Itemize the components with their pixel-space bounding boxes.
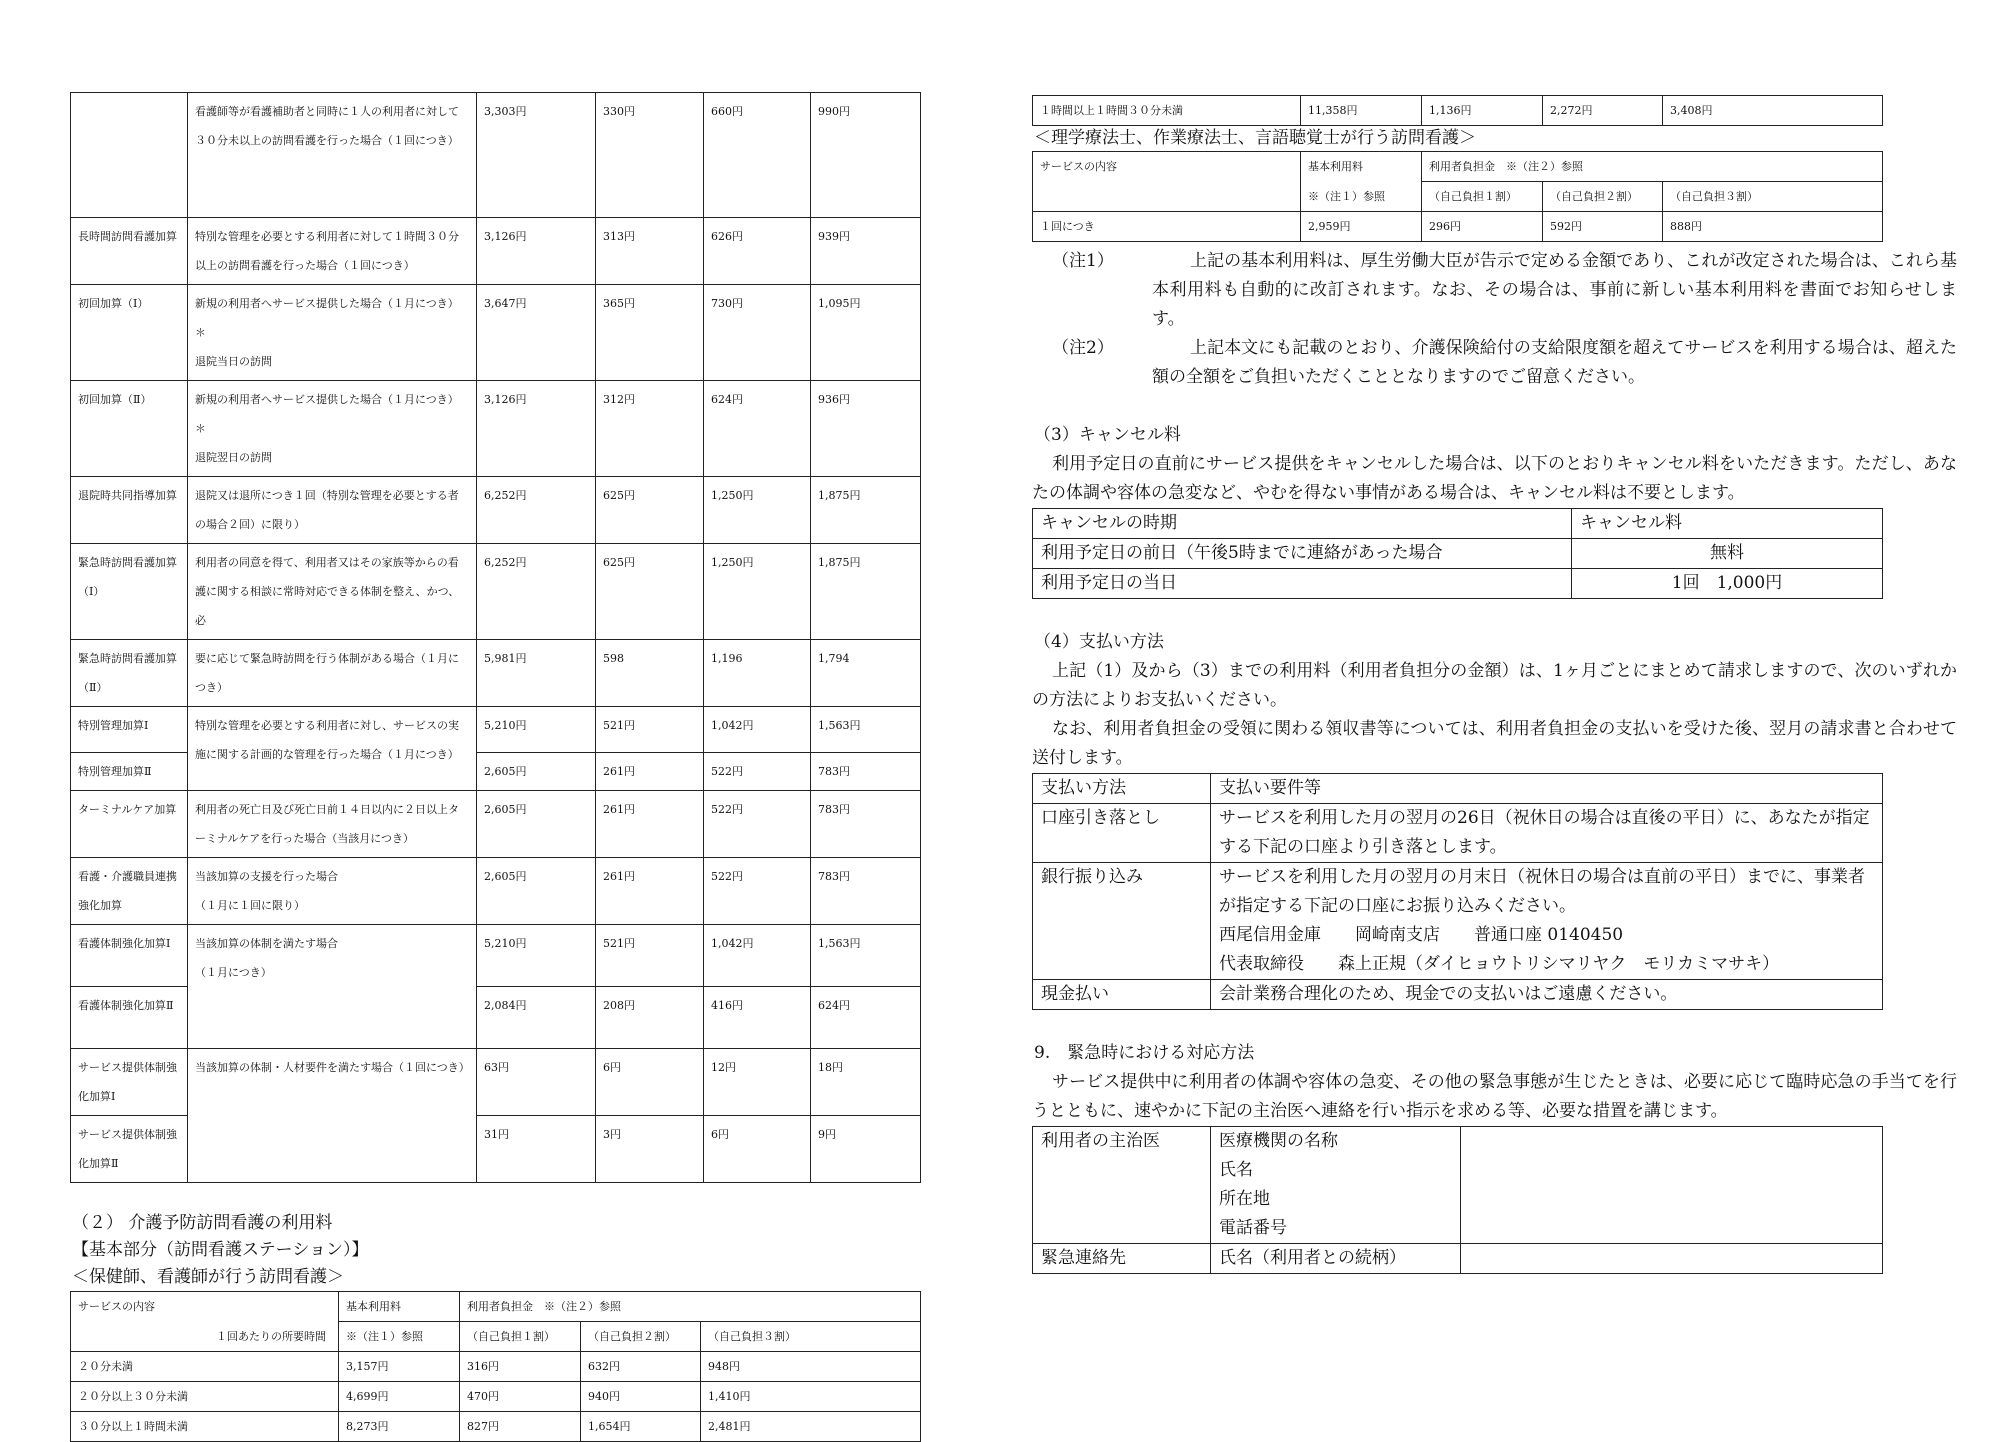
payment-text-2: なお、利用者負担金の受領に関わる領収書等については、利用者負担金の支払いを受けた後、翌月の請求書と合わせて送付します。 [1032, 719, 1957, 768]
addition-r1: 625円 [596, 477, 704, 544]
contact-label: 緊急連絡先 [1033, 1244, 1211, 1274]
therapist-heading: ＜理学療法士、作業療法士、言語聴覚士が行う訪問看護＞ [1034, 128, 1476, 148]
nurse-h-base-note: ※（注１）参照 [339, 1322, 460, 1352]
nurse-row-base: 4,699円 [339, 1382, 460, 1412]
addition-name: 初回加算（Ⅰ） [71, 285, 188, 381]
addition-r3: 783円 [811, 858, 921, 925]
addition-name: 看護体制強化加算Ⅱ [71, 987, 188, 1049]
addition-base: 5,210円 [477, 925, 596, 987]
addition-desc [188, 707, 477, 791]
therapist-row-r3: 888円 [1663, 212, 1883, 242]
emergency-table [1032, 1126, 1883, 1274]
therapist-row-r1: 296円 [1422, 212, 1543, 242]
addition-base: 2,084円 [477, 987, 596, 1049]
top-row-r2: 2,272円 [1543, 96, 1663, 126]
addition-r1: 3円 [596, 1116, 704, 1183]
addition-r3: 1,563円 [811, 707, 921, 753]
addition-desc-line: 当該加算の体制・人材要件を満たす場合（１回につき） [195, 1061, 470, 1074]
nurse-h-service-label: サービスの内容 [78, 1300, 155, 1313]
payment-title: （4）支払い方法 [1034, 632, 1164, 652]
therapist-fee-table [1032, 151, 1883, 242]
addition-r2: 12円 [704, 1049, 811, 1116]
nurse-row-r3: 948円 [701, 1352, 921, 1382]
payment-h-method: 支払い方法 [1033, 774, 1211, 804]
addition-row [71, 381, 921, 477]
addition-r3: 624円 [811, 987, 921, 1049]
payment-detail [1211, 804, 1883, 863]
payment-method: 現金払い [1033, 980, 1211, 1010]
addition-name: 緊急時訪問看護加算（Ⅱ） [71, 640, 188, 707]
addition-r3: 18円 [811, 1049, 921, 1116]
contact-value-cell [1461, 1244, 1883, 1274]
addition-r1: 598 [596, 640, 704, 707]
nurse-fee-table [70, 1291, 921, 1442]
addition-row [71, 93, 921, 218]
addition-r1: 261円 [596, 753, 704, 791]
addition-desc-line: 要に応じて緊急時訪問を行う体制がある場合（１月につき） [195, 652, 459, 694]
addition-r3: 783円 [811, 791, 921, 858]
addition-r2: 1,250円 [704, 477, 811, 544]
note-2-label: （注2） [1052, 338, 1114, 358]
payment-detail-line: 代表取締役 森上正規（ダイヒョウトリシマリヤク モリカミマサキ） [1219, 954, 1780, 974]
addition-desc-line: 特別な管理を必要とする利用者に対して１時間３０分以上の訪問看護を行った場合（１回につき） [195, 230, 459, 272]
nurse-row-label: ２０分未満 [71, 1352, 339, 1382]
addition-row [71, 791, 921, 858]
addition-desc-line: 新規の利用者へサービス提供した場合（１月につき）＊ [195, 393, 459, 435]
therapist-row-r2: 592円 [1543, 212, 1663, 242]
addition-r3: 1,095円 [811, 285, 921, 381]
addition-r2: 626円 [704, 218, 811, 285]
addition-desc-line: 退院又は退所につき１回（特別な管理を必要とする者の場合２回）に限り） [195, 489, 459, 531]
addition-r1: 625円 [596, 544, 704, 640]
addition-r2: 660円 [704, 93, 811, 218]
payment-detail-line: 会計業務合理化のため、現金での支払いはご遠慮ください。 [1219, 984, 1678, 1004]
addition-desc-line: 看護師等が看護補助者と同時に１人の利用者に対して３０分未以上の訪問看護を行った場合（１回につき） [195, 105, 459, 147]
addition-name: 緊急時訪問看護加算（Ⅰ） [71, 544, 188, 640]
addition-desc-line: 利用者の同意を得て、利用者又はその家族等からの看護に関する相談に常時対応できる体制を整え、かつ、必 [195, 556, 460, 627]
therapist-h-r2: （自己負担２割） [1543, 182, 1663, 212]
addition-desc-line: 当該加算の体制を満たす場合 [195, 937, 338, 950]
addition-r1: 312円 [596, 381, 704, 477]
addition-desc [188, 381, 477, 477]
addition-r1: 521円 [596, 707, 704, 753]
addition-r1: 365円 [596, 285, 704, 381]
addition-r3: 1,875円 [811, 544, 921, 640]
addition-r2: 416円 [704, 987, 811, 1049]
addition-desc-line: （１月に１回に限り） [195, 899, 305, 912]
contact-field: 氏名（利用者との続柄） [1211, 1244, 1461, 1274]
addition-r2: 1,042円 [704, 707, 811, 753]
addition-desc [188, 925, 477, 1049]
addition-r3: 9円 [811, 1116, 921, 1183]
addition-r2: 1,250円 [704, 544, 811, 640]
addition-r1: 261円 [596, 858, 704, 925]
top-row-base: 11,358円 [1301, 96, 1422, 126]
nurse-row-r2: 940円 [581, 1382, 701, 1412]
therapist-row-label: １回につき [1033, 212, 1301, 242]
payment-table [1032, 773, 1883, 1010]
addition-r3: 1,563円 [811, 925, 921, 987]
addition-desc [188, 477, 477, 544]
payment-method: 口座引き落とし [1033, 804, 1211, 863]
addition-r2: 6円 [704, 1116, 811, 1183]
nurse-h-base: 基本利用料 [339, 1292, 460, 1322]
therapist-h-burden: 利用者負担金 ※（注２）参照 [1422, 152, 1883, 182]
addition-name: サービス提供体制強化加算Ⅰ [71, 1049, 188, 1116]
addition-r2: 624円 [704, 381, 811, 477]
addition-name: 看護体制強化加算Ⅰ [71, 925, 188, 987]
addition-desc-line: 当該加算の支援を行った場合 [195, 870, 338, 883]
addition-row [71, 640, 921, 707]
nurse-row-r1: 316円 [460, 1352, 581, 1382]
emergency-title: 9. 緊急時における対応方法 [1034, 1043, 1255, 1063]
therapist-h-base-note: ※（注１）参照 [1301, 182, 1422, 212]
payment-detail [1211, 863, 1883, 980]
cancel-row-time: 利用予定日の前日（午後5時までに連絡があった場合 [1033, 539, 1572, 569]
emergency-text: サービス提供中に利用者の体調や容体の急変、その他の緊急事態が生じたときは、必要に応じて臨時応急の手当てを行うとともに、速やかに下記の主治医へ連絡を行い指示を求める等、必要な措置を講じます。 [1032, 1072, 1957, 1121]
addition-desc [188, 1049, 477, 1183]
addition-r2: 522円 [704, 858, 811, 925]
nurse-h-r1: （自己負担１割） [460, 1322, 581, 1352]
cancel-row-time: 利用予定日の当日 [1033, 569, 1572, 599]
addition-desc [188, 285, 477, 381]
therapist-h-r3: （自己負担３割） [1663, 182, 1883, 212]
addition-desc-line: 利用者の死亡日及び死亡日前１４日以内に２日以上ターミナルケアを行った場合（当該月につき） [195, 803, 459, 845]
addition-desc-line: 特別な管理を必要とする利用者に対し、サービスの実施に関する計画的な管理を行った場合（１月につき） [195, 719, 459, 761]
addition-name: 特別管理加算Ⅱ [71, 753, 188, 791]
addition-r2: 1,042円 [704, 925, 811, 987]
nurse-row-r1: 470円 [460, 1382, 581, 1412]
addition-r1: 313円 [596, 218, 704, 285]
doctor-field: 所在地 [1219, 1189, 1270, 1209]
addition-desc [188, 858, 477, 925]
nurse-fee-table-continued [1032, 95, 1883, 126]
addition-row [71, 1049, 921, 1116]
section2-title: （２） 介護予防訪問看護の利用料 [72, 1213, 333, 1233]
nurse-h-r3: （自己負担３割） [701, 1322, 921, 1352]
addition-desc [188, 791, 477, 858]
nurse-h-service [71, 1292, 339, 1322]
note-1-label: （注1） [1052, 251, 1114, 271]
top-row-r3: 3,408円 [1663, 96, 1883, 126]
addition-desc [188, 544, 477, 640]
addition-desc-line: （１月につき） [195, 966, 272, 979]
cancel-row-fee: 1回 1,000円 [1572, 569, 1883, 599]
addition-name: サービス提供体制強化加算Ⅱ [71, 1116, 188, 1183]
addition-r1: 330円 [596, 93, 704, 218]
doctor-field: 氏名 [1219, 1160, 1253, 1180]
addition-base: 2,605円 [477, 858, 596, 925]
payment-text-1: 上記（1）及から（3）までの利用料（利用者負担分の金額）は、1ヶ月ごとにまとめて請求しますので、次のいずれかの方法によりお支払いください。 [1032, 661, 1957, 710]
addition-name: 初回加算（Ⅱ） [71, 381, 188, 477]
addition-r2: 1,196 [704, 640, 811, 707]
nurse-row-r3: 1,410円 [701, 1382, 921, 1412]
addition-r1: 6円 [596, 1049, 704, 1116]
payment-detail-line: サービスを利用した月の翌月の26日（祝休日の場合は直後の平日）に、あなたが指定する下記の口座より引き落とします。 [1219, 808, 1870, 857]
addition-base: 3,647円 [477, 285, 596, 381]
addition-desc-line: 新規の利用者へサービス提供した場合（１月につき）＊ [195, 297, 459, 339]
nurse-heading: ＜保健師、看護師が行う訪問看護＞ [72, 1267, 344, 1287]
addition-base: 3,126円 [477, 381, 596, 477]
nurse-row-r3: 2,481円 [701, 1412, 921, 1442]
addition-desc [188, 218, 477, 285]
note-1 [1032, 247, 1957, 334]
addition-name: ターミナルケア加算 [71, 791, 188, 858]
cancel-h-time: キャンセルの時期 [1033, 509, 1572, 539]
therapist-row-base: 2,959円 [1301, 212, 1422, 242]
nurse-h-burden: 利用者負担金 ※（注２）参照 [460, 1292, 921, 1322]
addition-row [71, 218, 921, 285]
addition-base: 5,981円 [477, 640, 596, 707]
addition-row [71, 925, 921, 987]
nurse-h-time: １回あたりの所要時間 [71, 1322, 339, 1352]
addition-name [71, 93, 188, 218]
nurse-row-base: 3,157円 [339, 1352, 460, 1382]
addition-name: 看護・介護職員連携強化加算 [71, 858, 188, 925]
payment-method: 銀行振り込み [1033, 863, 1211, 980]
addition-base: 31円 [477, 1116, 596, 1183]
left-page [70, 0, 920, 1442]
addition-name: 退院時共同指導加算 [71, 477, 188, 544]
addition-r2: 522円 [704, 753, 811, 791]
therapist-h-service: サービスの内容 [1033, 152, 1301, 212]
nurse-row-r2: 1,654円 [581, 1412, 701, 1442]
nurse-row-label: ２０分以上３０分未満 [71, 1382, 339, 1412]
addition-row [71, 285, 921, 381]
addition-name: 特別管理加算Ⅰ [71, 707, 188, 753]
payment-detail-line: 西尾信用金庫 岡崎南支店 普通口座 0140450 [1219, 925, 1624, 945]
addition-base: 2,605円 [477, 753, 596, 791]
top-row-label: １時間以上１時間３０分未満 [1033, 96, 1301, 126]
payment-detail-line: サービスを利用した月の翌月の月末日（祝休日の場合は直前の平日）までに、事業者が指定する下記の口座にお振り込みください。 [1219, 867, 1865, 916]
addition-desc-line: 退院翌日の訪問 [195, 451, 272, 464]
doctor-field: 医療機関の名称 [1219, 1131, 1338, 1151]
note-2 [1032, 334, 1957, 392]
addition-base: 2,605円 [477, 791, 596, 858]
cancel-text: 利用予定日の直前にサービス提供をキャンセルした場合は、以下のとおりキャンセル料をいただきます。ただし、あなたの体調や容体の急変など、やむを得ない事情がある場合は、キャンセル料は不要とします。 [1032, 454, 1957, 503]
cancel-title: （3）キャンセル料 [1034, 425, 1181, 445]
addition-r2: 522円 [704, 791, 811, 858]
nurse-row-r1: 827円 [460, 1412, 581, 1442]
cancel-table [1032, 508, 1883, 599]
doctor-fields [1211, 1127, 1461, 1244]
right-page [1032, 0, 1957, 1274]
therapist-h-base: 基本利用料 [1301, 152, 1422, 182]
addition-r1: 208円 [596, 987, 704, 1049]
top-row-r1: 1,136円 [1422, 96, 1543, 126]
payment-h-req: 支払い要件等 [1211, 774, 1883, 804]
addition-row [71, 707, 921, 753]
addition-fee-table [70, 92, 921, 1183]
addition-desc [188, 93, 477, 218]
addition-r3: 990円 [811, 93, 921, 218]
nurse-row-r2: 632円 [581, 1352, 701, 1382]
nurse-row-label: ３０分以上１時間未満 [71, 1412, 339, 1442]
addition-r3: 939円 [811, 218, 921, 285]
addition-row [71, 858, 921, 925]
note-1-text: 上記の基本利用料は、厚生労働大臣が告示で定める金額であり、これが改定された場合は、これら基本利用料も自動的に改訂されます。なお、その場合は、事前に新しい基本利用料を書面でお知らせします。 [1152, 251, 1957, 329]
addition-desc [188, 640, 477, 707]
addition-r1: 261円 [596, 791, 704, 858]
addition-r2: 730円 [704, 285, 811, 381]
addition-row [71, 544, 921, 640]
addition-base: 3,126円 [477, 218, 596, 285]
doctor-value-cell [1461, 1127, 1883, 1244]
addition-row [71, 477, 921, 544]
nurse-h-r2: （自己負担２割） [581, 1322, 701, 1352]
addition-base: 3,303円 [477, 93, 596, 218]
addition-r1: 521円 [596, 925, 704, 987]
addition-r3: 1,794 [811, 640, 921, 707]
doctor-field: 電話番号 [1219, 1218, 1287, 1238]
addition-base: 6,252円 [477, 477, 596, 544]
therapist-h-r1: （自己負担１割） [1422, 182, 1543, 212]
doctor-label: 利用者の主治医 [1033, 1127, 1211, 1244]
addition-desc-line: 退院当日の訪問 [195, 355, 272, 368]
addition-r3: 936円 [811, 381, 921, 477]
cancel-h-fee: キャンセル料 [1572, 509, 1883, 539]
nurse-row-base: 8,273円 [339, 1412, 460, 1442]
note-2-text: 上記本文にも記載のとおり、介護保険給付の支給限度額を超えてサービスを利用する場合は、超えた額の全額をご負担いただくこととなりますのでご留意ください。 [1152, 338, 1957, 387]
basic-heading: 【基本部分（訪問看護ステーション）】 [72, 1240, 369, 1260]
addition-base: 63円 [477, 1049, 596, 1116]
payment-detail [1211, 980, 1883, 1010]
cancel-row-fee: 無料 [1572, 539, 1883, 569]
addition-base: 6,252円 [477, 544, 596, 640]
addition-r3: 783円 [811, 753, 921, 791]
addition-name: 長時間訪問看護加算 [71, 218, 188, 285]
addition-base: 5,210円 [477, 707, 596, 753]
addition-r3: 1,875円 [811, 477, 921, 544]
